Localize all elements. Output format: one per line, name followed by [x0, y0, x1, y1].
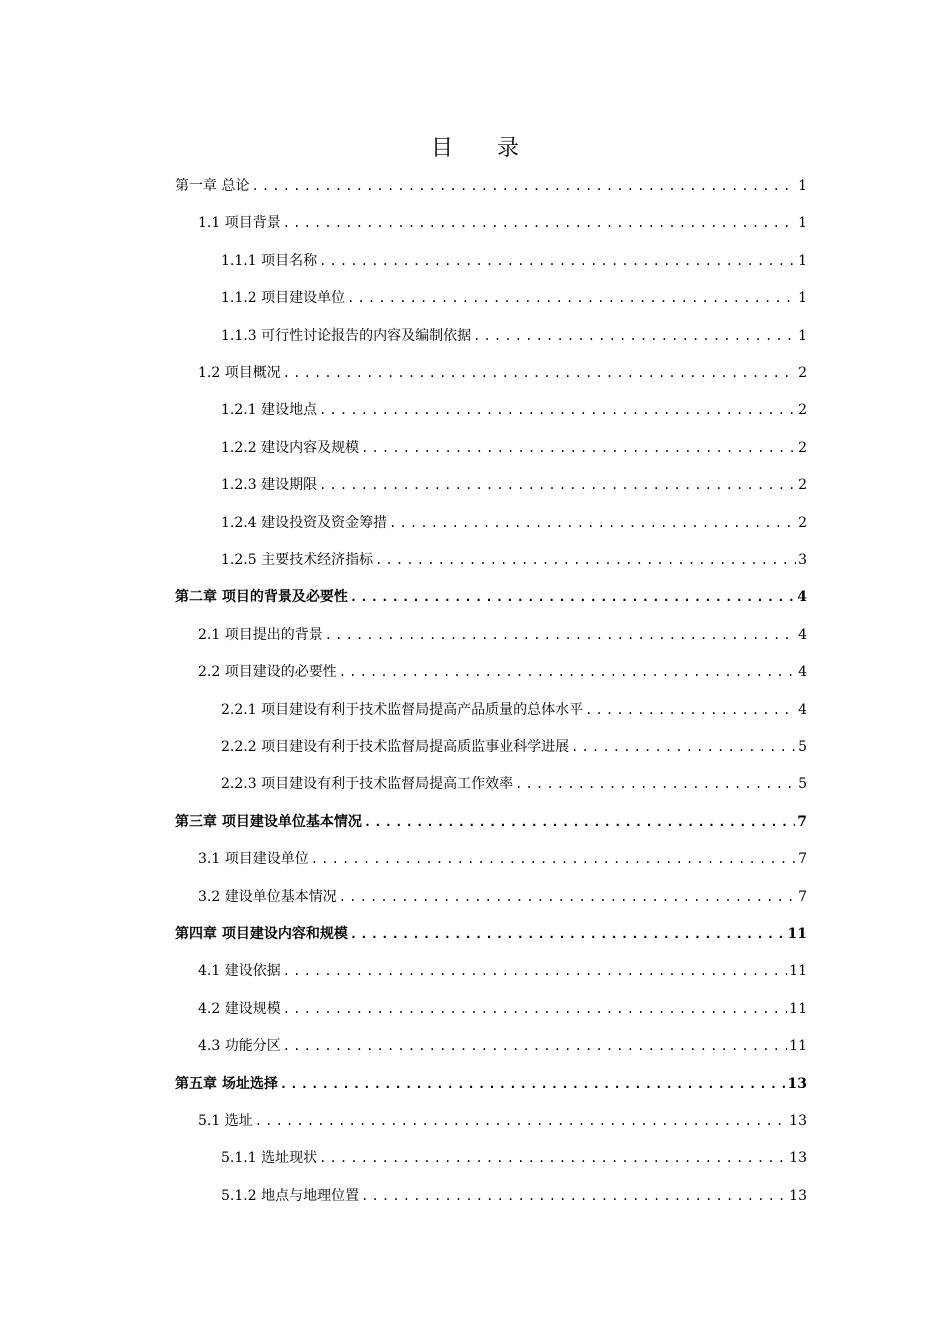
toc-entry-label: 第二章 项目的背景及必要性	[175, 589, 348, 606]
toc-leader-dots	[283, 355, 796, 392]
toc-entry-page: 1	[798, 178, 807, 194]
toc-entry-label: 1.2.2 建设内容及规模	[221, 439, 360, 456]
toc-entry-page: 2	[798, 439, 807, 456]
toc-entry[interactable]	[198, 205, 807, 242]
toc-leader-dots	[283, 991, 787, 1028]
toc-entry-page: 1	[798, 252, 807, 269]
toc-entry-page: 1	[798, 327, 807, 344]
toc-entry[interactable]	[198, 991, 807, 1028]
toc-entry-label: 3.1 项目建设单位	[198, 851, 309, 868]
toc-entry[interactable]	[221, 766, 807, 803]
toc-entry-label: 第三章 项目建设单位基本情况	[175, 813, 362, 830]
toc-entry-label: 5.1 选址	[198, 1113, 253, 1129]
toc-entry[interactable]	[221, 729, 807, 766]
toc-entry[interactable]	[198, 654, 807, 691]
toc-leader-dots	[375, 542, 796, 579]
toc-entry-page: 4	[798, 701, 807, 718]
toc-entry[interactable]	[221, 542, 807, 579]
toc-entry-page: 11	[789, 1000, 807, 1017]
toc-entry-label: 1.1 项目背景	[198, 215, 281, 232]
toc-entry[interactable]	[175, 168, 807, 205]
toc-entry-page: 1	[798, 290, 807, 307]
toc-leader-dots	[339, 654, 796, 691]
toc-entry-page: 7	[798, 851, 807, 868]
toc-entry-label: 4.3 功能分区	[198, 1038, 281, 1055]
toc-entry-label: 2.2.2 项目建设有利于技术监督局提高质监事业科学进展	[221, 739, 570, 755]
toc-entry-label: 第四章 项目建设内容和规模	[175, 926, 348, 942]
toc-entry-label: 1.1.1 项目名称	[221, 252, 318, 269]
toc-entry-label: 第五章 场址选择	[175, 1075, 278, 1092]
toc-leader-dots	[364, 804, 795, 841]
toc-entry[interactable]	[221, 467, 807, 504]
toc-leader-dots	[585, 692, 796, 729]
toc-title: 目 录	[430, 136, 519, 161]
toc-entry-page: 4	[798, 626, 807, 643]
toc-entry-label: 1.2 项目概况	[198, 365, 281, 381]
toc-leader-dots	[389, 505, 796, 542]
toc-leader-dots	[319, 467, 796, 504]
toc-leader-dots	[319, 243, 796, 280]
toc-entry-label: 3.2 建设单位基本情况	[198, 888, 337, 905]
toc-entry-page: 13	[787, 1075, 807, 1092]
toc-entry-page: 11	[789, 963, 807, 980]
toc-entry-page: 11	[787, 926, 807, 942]
toc-entry-label: 2.2.3 项目建设有利于技术监督局提高工作效率	[221, 776, 514, 793]
toc-entry-label: 2.2.1 项目建设有利于技术监督局提高产品质量的总体水平	[221, 701, 584, 718]
toc-entry-page: 13	[789, 1150, 807, 1167]
toc-entry-page: 1	[798, 215, 807, 232]
toc-entry[interactable]	[221, 505, 807, 542]
toc-entry-page: 3	[798, 552, 807, 568]
toc-leader-dots	[280, 1066, 786, 1103]
toc-entry-page: 13	[789, 1187, 807, 1204]
toc-entry-page: 2	[798, 365, 807, 381]
toc-entry[interactable]	[221, 392, 807, 429]
toc-entry[interactable]	[221, 692, 807, 729]
toc-entry[interactable]	[198, 879, 807, 916]
toc-entry-label: 4.1 建设依据	[198, 963, 281, 980]
toc-leader-dots	[361, 1178, 787, 1215]
toc-leader-dots	[283, 205, 796, 242]
toc-leader-dots	[350, 916, 786, 953]
toc-entry[interactable]	[198, 617, 807, 654]
toc-entry-page: 4	[797, 589, 807, 606]
toc-leader-dots	[283, 1028, 787, 1065]
toc-entry-label: 第一章 总论	[175, 178, 250, 194]
toc-entry-label: 1.1.2 项目建设单位	[221, 290, 346, 307]
toc-entry[interactable]	[198, 841, 807, 878]
toc-leader-dots	[350, 579, 795, 616]
toc-leader-dots	[325, 617, 796, 654]
toc-entry-page: 2	[798, 477, 807, 494]
toc-entry[interactable]	[175, 579, 807, 616]
toc-entry-label: 1.2.4 建设投资及资金筹措	[221, 514, 388, 531]
toc-entry[interactable]	[175, 804, 807, 841]
toc-entry[interactable]	[198, 1103, 807, 1140]
toc-entry-label: 5.1.1 选址现状	[221, 1150, 318, 1167]
toc-entry[interactable]	[221, 318, 807, 355]
toc-entry[interactable]	[175, 1066, 807, 1103]
toc-leader-dots	[339, 879, 796, 916]
toc-entry[interactable]	[198, 355, 807, 392]
toc-entry-label: 1.1.3 可行性讨论报告的内容及编制依据	[221, 327, 472, 344]
toc-entry-page: 13	[789, 1113, 807, 1129]
toc-entry[interactable]	[221, 280, 807, 317]
toc-entry-page: 7	[797, 813, 807, 830]
toc-entry[interactable]	[221, 1178, 807, 1215]
toc-entry[interactable]	[221, 1140, 807, 1177]
toc-entry-label: 4.2 建设规模	[198, 1000, 281, 1017]
toc-leader-dots	[251, 168, 796, 205]
toc-entry-label: 1.2.5 主要技术经济指标	[221, 552, 374, 568]
toc-leader-dots	[571, 729, 796, 766]
toc-leader-dots	[311, 841, 796, 878]
toc-leader-dots	[319, 1140, 787, 1177]
toc-leader-dots	[473, 318, 796, 355]
toc-entry-label: 1.2.3 建设期限	[221, 477, 318, 494]
toc-entry-label: 2.1 项目提出的背景	[198, 626, 323, 643]
toc-leader-dots	[283, 953, 787, 990]
toc-entry[interactable]	[198, 1028, 807, 1065]
toc-leader-dots	[319, 392, 796, 429]
toc-entry-page: 5	[798, 739, 807, 755]
toc-entry[interactable]	[221, 243, 807, 280]
toc-entry-page: 5	[798, 776, 807, 793]
toc-entry-page: 11	[789, 1038, 807, 1055]
toc-entry[interactable]	[198, 953, 807, 990]
toc-entry[interactable]	[221, 430, 807, 467]
toc-entry-label: 1.2.1 建设地点	[221, 402, 318, 419]
toc-entry-page: 2	[798, 514, 807, 531]
toc-entry-label: 5.1.2 地点与地理位置	[221, 1187, 360, 1204]
toc-leader-dots	[361, 430, 796, 467]
toc-leader-dots	[515, 766, 796, 803]
toc-entry-label: 2.2 项目建设的必要性	[198, 664, 337, 681]
toc-entry-page: 4	[798, 664, 807, 681]
toc-entry[interactable]	[175, 916, 807, 953]
toc-entry-page: 7	[798, 888, 807, 905]
toc-entry-page: 2	[798, 402, 807, 419]
toc-leader-dots	[255, 1103, 787, 1140]
toc-leader-dots	[347, 280, 796, 317]
